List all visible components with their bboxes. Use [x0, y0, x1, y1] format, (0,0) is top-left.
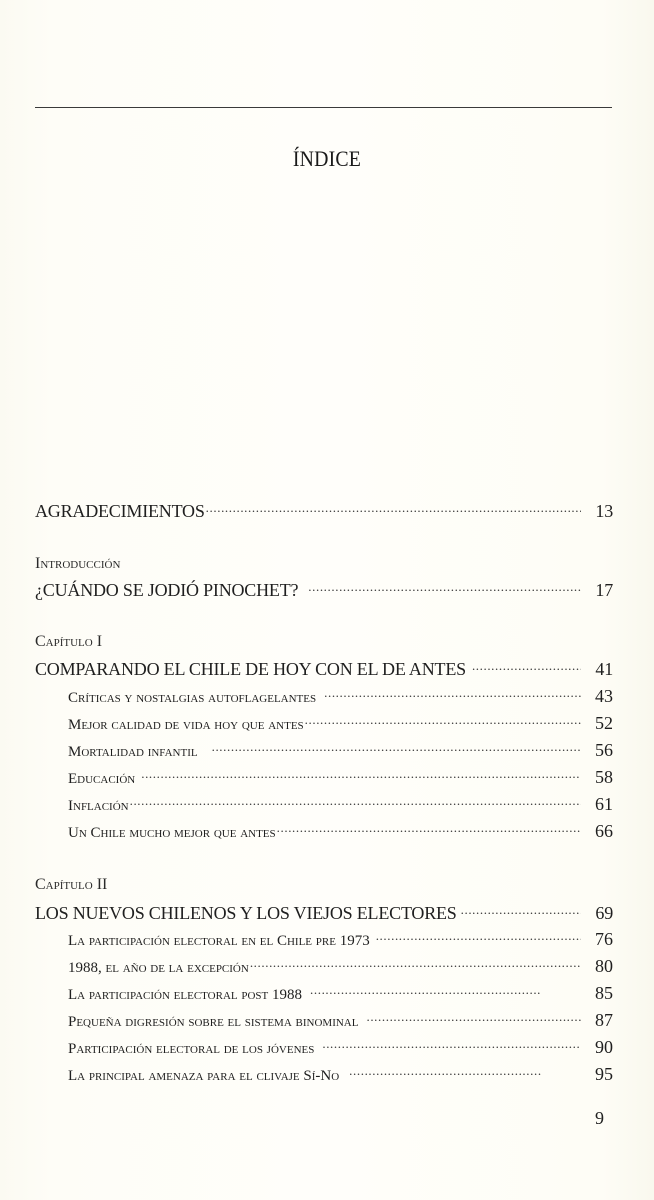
toc-section-page: 85 [595, 983, 613, 1003]
page-number: 9 [595, 1108, 604, 1128]
dot-leader [212, 741, 581, 756]
toc-section[interactable] [68, 983, 613, 1004]
dot-leader [305, 714, 581, 729]
dot-leader [250, 957, 581, 972]
toc-section[interactable] [68, 713, 613, 734]
dot-leader [277, 822, 581, 837]
toc-section-page: 87 [595, 1010, 613, 1030]
toc-section-page: 95 [595, 1064, 613, 1084]
toc-section[interactable] [68, 740, 613, 761]
toc-section-page: 80 [595, 956, 613, 976]
dot-leader [141, 768, 581, 783]
toc-section-label: Críticas y nostalgias autoflagelantes [68, 690, 317, 706]
dot-leader [130, 795, 581, 810]
toc-section[interactable] [68, 686, 613, 707]
toc-section-label: Educación [68, 771, 136, 787]
toc-section[interactable] [68, 767, 613, 788]
toc-section[interactable] [68, 1064, 613, 1085]
toc-entry-chapter-2[interactable] [35, 901, 613, 924]
toc-entry-page: 69 [595, 903, 613, 923]
toc-section-page: 61 [595, 794, 613, 814]
toc-section[interactable] [68, 929, 613, 950]
toc-entry-agradecimientos[interactable] [35, 499, 613, 522]
toc-entry-chapter-1[interactable] [35, 657, 613, 680]
toc-section-label: Mortalidad infantil [68, 744, 198, 760]
toc-entry-label: AGRADECIMIENTOS [35, 501, 205, 521]
dot-leader [322, 1038, 581, 1053]
toc-entry-introduction[interactable] [35, 578, 613, 601]
toc-entry-page: 17 [595, 580, 613, 600]
dot-leader [349, 1065, 541, 1080]
dot-leader [461, 901, 581, 919]
chapter-1-heading: Capítulo I [35, 633, 103, 650]
toc-entry-label: LOS NUEVOS CHILENOS Y LOS VIEJOS ELECTORES [35, 903, 457, 923]
dot-leader [308, 578, 581, 596]
toc-entry-page: 41 [595, 659, 613, 679]
toc-section-label: 1988, el año de la excepción [68, 960, 249, 976]
toc-section-label: Pequeña digresión sobre el sistema binominal [68, 1014, 359, 1030]
dot-leader [376, 930, 581, 945]
dot-leader [366, 1011, 581, 1026]
toc-section-label: La principal amenaza para el clivaje Sí-No [68, 1068, 340, 1084]
toc-section-label: Mejor calidad de vida hoy que antes [68, 717, 304, 733]
page-title: ÍNDICE [292, 146, 362, 171]
toc-section-page: 52 [595, 713, 613, 733]
toc-section-label: La participación electoral en el Chile pre 1973 [68, 933, 370, 949]
toc-section-label: La participación electoral post 1988 [68, 987, 303, 1003]
dot-leader [472, 657, 581, 675]
toc-section-label: Un Chile mucho mejor que antes [68, 825, 276, 841]
dot-leader [206, 499, 581, 517]
chapter-2-heading: Capítulo II [35, 876, 108, 893]
toc-section-page: 56 [595, 740, 613, 760]
dot-leader [310, 984, 541, 999]
introduction-heading: Introducción [35, 555, 121, 572]
header-rule [35, 107, 612, 108]
toc-section-page: 66 [595, 821, 613, 841]
toc-section-page: 90 [595, 1037, 613, 1057]
toc-section-page: 76 [595, 929, 613, 949]
toc-section-page: 58 [595, 767, 613, 787]
toc-entry-label: ¿CUÁNDO SE JODIÓ PINOCHET? [35, 580, 299, 600]
toc-section-page: 43 [595, 686, 613, 706]
toc-section[interactable] [68, 1037, 613, 1058]
toc-section[interactable] [68, 956, 613, 977]
toc-section[interactable] [68, 1010, 613, 1031]
toc-entry-label: COMPARANDO EL CHILE DE HOY CON EL DE ANTES [35, 659, 466, 679]
toc-section[interactable] [68, 821, 613, 842]
toc-section-label: Participación electoral de los jóvenes [68, 1041, 315, 1057]
toc-entry-page: 13 [595, 501, 613, 521]
toc-section-label: Inflación [68, 798, 129, 814]
dot-leader [324, 687, 581, 702]
toc-section[interactable] [68, 794, 613, 815]
